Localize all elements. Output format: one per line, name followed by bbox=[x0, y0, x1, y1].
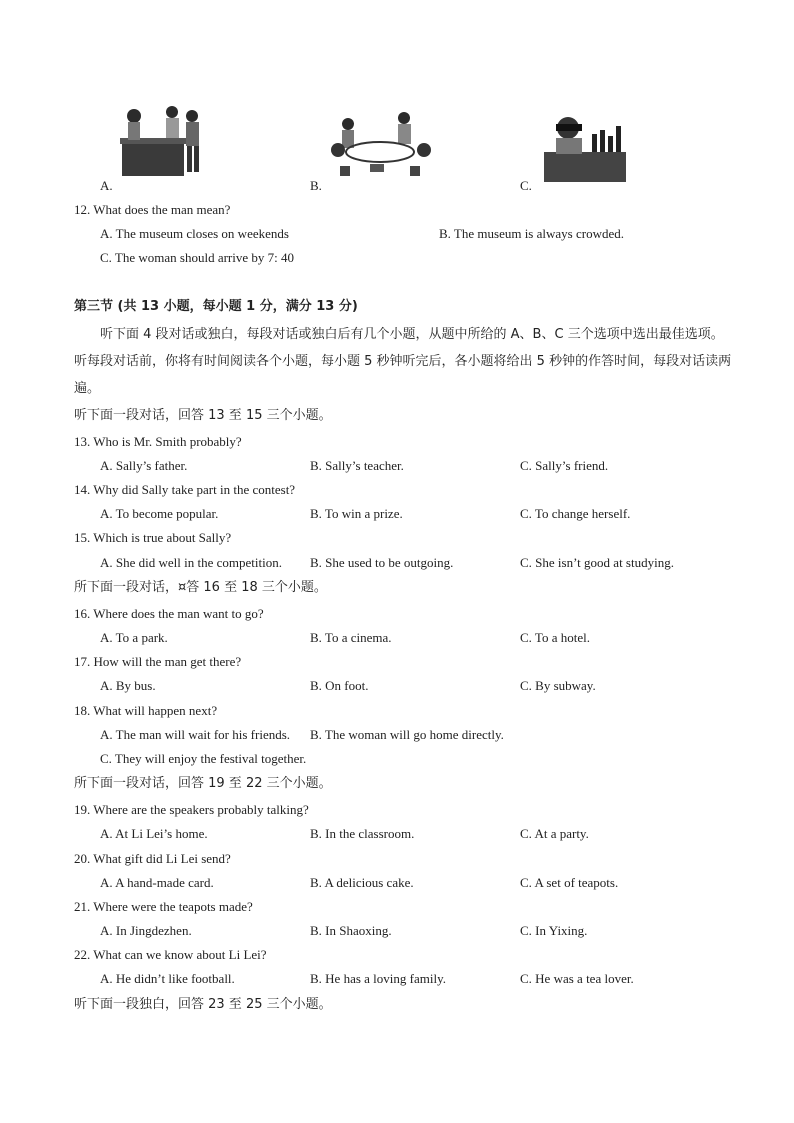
question-22-option-a[interactable]: A. He didn’t like football. bbox=[100, 971, 235, 986]
question-17-option-b[interactable]: B. On foot. bbox=[310, 678, 369, 693]
picture-label-b: B. bbox=[310, 178, 322, 193]
group-3-intro: 所下面一段对话，回答 19 至 22 三个小题。 bbox=[74, 776, 332, 791]
question-15-stem: 15. Which is true about Sally? bbox=[74, 530, 232, 545]
picture-label-c: C. bbox=[520, 178, 532, 193]
group-2-intro: 所下面一段对话，¤答 16 至 18 三个小题。 bbox=[74, 580, 327, 595]
question-14-stem: 14. Why did Sally take part in the contest? bbox=[74, 482, 296, 497]
question-12-option-b[interactable]: B. The museum is always crowded. bbox=[439, 226, 624, 241]
question-13-option-c[interactable]: C. Sally’s friend. bbox=[520, 458, 609, 473]
question-19-option-b[interactable]: B. In the classroom. bbox=[310, 826, 415, 841]
question-22-option-c[interactable]: C. He was a tea lover. bbox=[520, 971, 634, 986]
picture-options bbox=[0, 100, 794, 196]
question-13-option-b[interactable]: B. Sally’s teacher. bbox=[310, 458, 404, 473]
picture-label-a: A. bbox=[100, 178, 113, 193]
question-17-stem: 17. How will the man get there? bbox=[74, 654, 242, 669]
question-12-option-c[interactable]: C. The woman should arrive by 7: 40 bbox=[100, 250, 295, 265]
question-16-option-c[interactable]: C. To a hotel. bbox=[520, 630, 590, 645]
question-18-stem: 18. What will happen next? bbox=[74, 703, 218, 718]
question-15-option-c[interactable]: C. She isn’t good at studying. bbox=[520, 555, 674, 570]
question-21-option-b[interactable]: B. In Shaoxing. bbox=[310, 923, 392, 938]
question-14-option-b[interactable]: B. To win a prize. bbox=[310, 506, 403, 521]
question-22-stem: 22. What can we know about Li Lei? bbox=[74, 947, 267, 962]
question-15-option-b[interactable]: B. She used to be outgoing. bbox=[310, 555, 454, 570]
question-20-option-c[interactable]: C. A set of teapots. bbox=[520, 875, 619, 890]
question-17-option-c[interactable]: C. By subway. bbox=[520, 678, 596, 693]
question-19-option-a[interactable]: A. At Li Lei’s home. bbox=[100, 826, 208, 841]
question-19-option-c[interactable]: C. At a party. bbox=[520, 826, 589, 841]
question-20-option-b[interactable]: B. A delicious cake. bbox=[310, 875, 414, 890]
section-3-instructions: 听下面 4 段对话或独白，每段对话或独白后有几个小题，从题中所给的 A、B、C 三个选项中选出最佳选项。听每段对话前，你将有时间阅读各个小题，每小题 5 秒钟听完后，各小题将给出 5 秒钟的作答时间，每段对话读两遍。 bbox=[74, 327, 732, 396]
question-16-stem: 16. Where does the man want to go? bbox=[74, 606, 264, 621]
board-game-illustration bbox=[330, 110, 434, 180]
question-12-option-a[interactable]: A. The museum closes on weekends bbox=[100, 226, 289, 241]
question-20-stem: 20. What gift did Li Lei send? bbox=[74, 851, 231, 866]
question-20-option-a[interactable]: A. A hand-made card. bbox=[100, 875, 214, 890]
group-4-intro: 听下面一段独白，回答 23 至 25 三个小题。 bbox=[74, 997, 332, 1012]
question-18-option-b[interactable]: B. The woman will go home directly. bbox=[310, 727, 504, 742]
reception-desk-illustration bbox=[114, 102, 210, 178]
question-18-option-c[interactable]: C. They will enjoy the festival together. bbox=[100, 751, 307, 766]
question-19-stem: 19. Where are the speakers probably talking? bbox=[74, 802, 309, 817]
question-16-option-a[interactable]: A. To a park. bbox=[100, 630, 168, 645]
question-21-stem: 21. Where were the teapots made? bbox=[74, 899, 253, 914]
question-22-option-b[interactable]: B. He has a loving family. bbox=[310, 971, 446, 986]
section-3-title: 第三节 (共 13 小题，每小题 1 分，满分 13 分) bbox=[74, 299, 358, 314]
question-12-stem: 12. What does the man mean? bbox=[74, 202, 231, 217]
question-16-option-b[interactable]: B. To a cinema. bbox=[310, 630, 392, 645]
lab-experiment-illustration bbox=[540, 112, 628, 184]
question-13-stem: 13. Who is Mr. Smith probably? bbox=[74, 434, 242, 449]
question-14-option-a[interactable]: A. To become popular. bbox=[100, 506, 219, 521]
question-18-option-a[interactable]: A. The man will wait for his friends. bbox=[100, 727, 291, 742]
question-14-option-c[interactable]: C. To change herself. bbox=[520, 506, 631, 521]
question-13-option-a[interactable]: A. Sally’s father. bbox=[100, 458, 188, 473]
question-15-option-a[interactable]: A. She did well in the competition. bbox=[100, 555, 282, 570]
question-21-option-c[interactable]: C. In Yixing. bbox=[520, 923, 588, 938]
question-21-option-a[interactable]: A. In Jingdezhen. bbox=[100, 923, 192, 938]
question-17-option-a[interactable]: A. By bus. bbox=[100, 678, 156, 693]
group-1-intro: 听下面一段对话，回答 13 至 15 三个小题。 bbox=[74, 408, 332, 423]
